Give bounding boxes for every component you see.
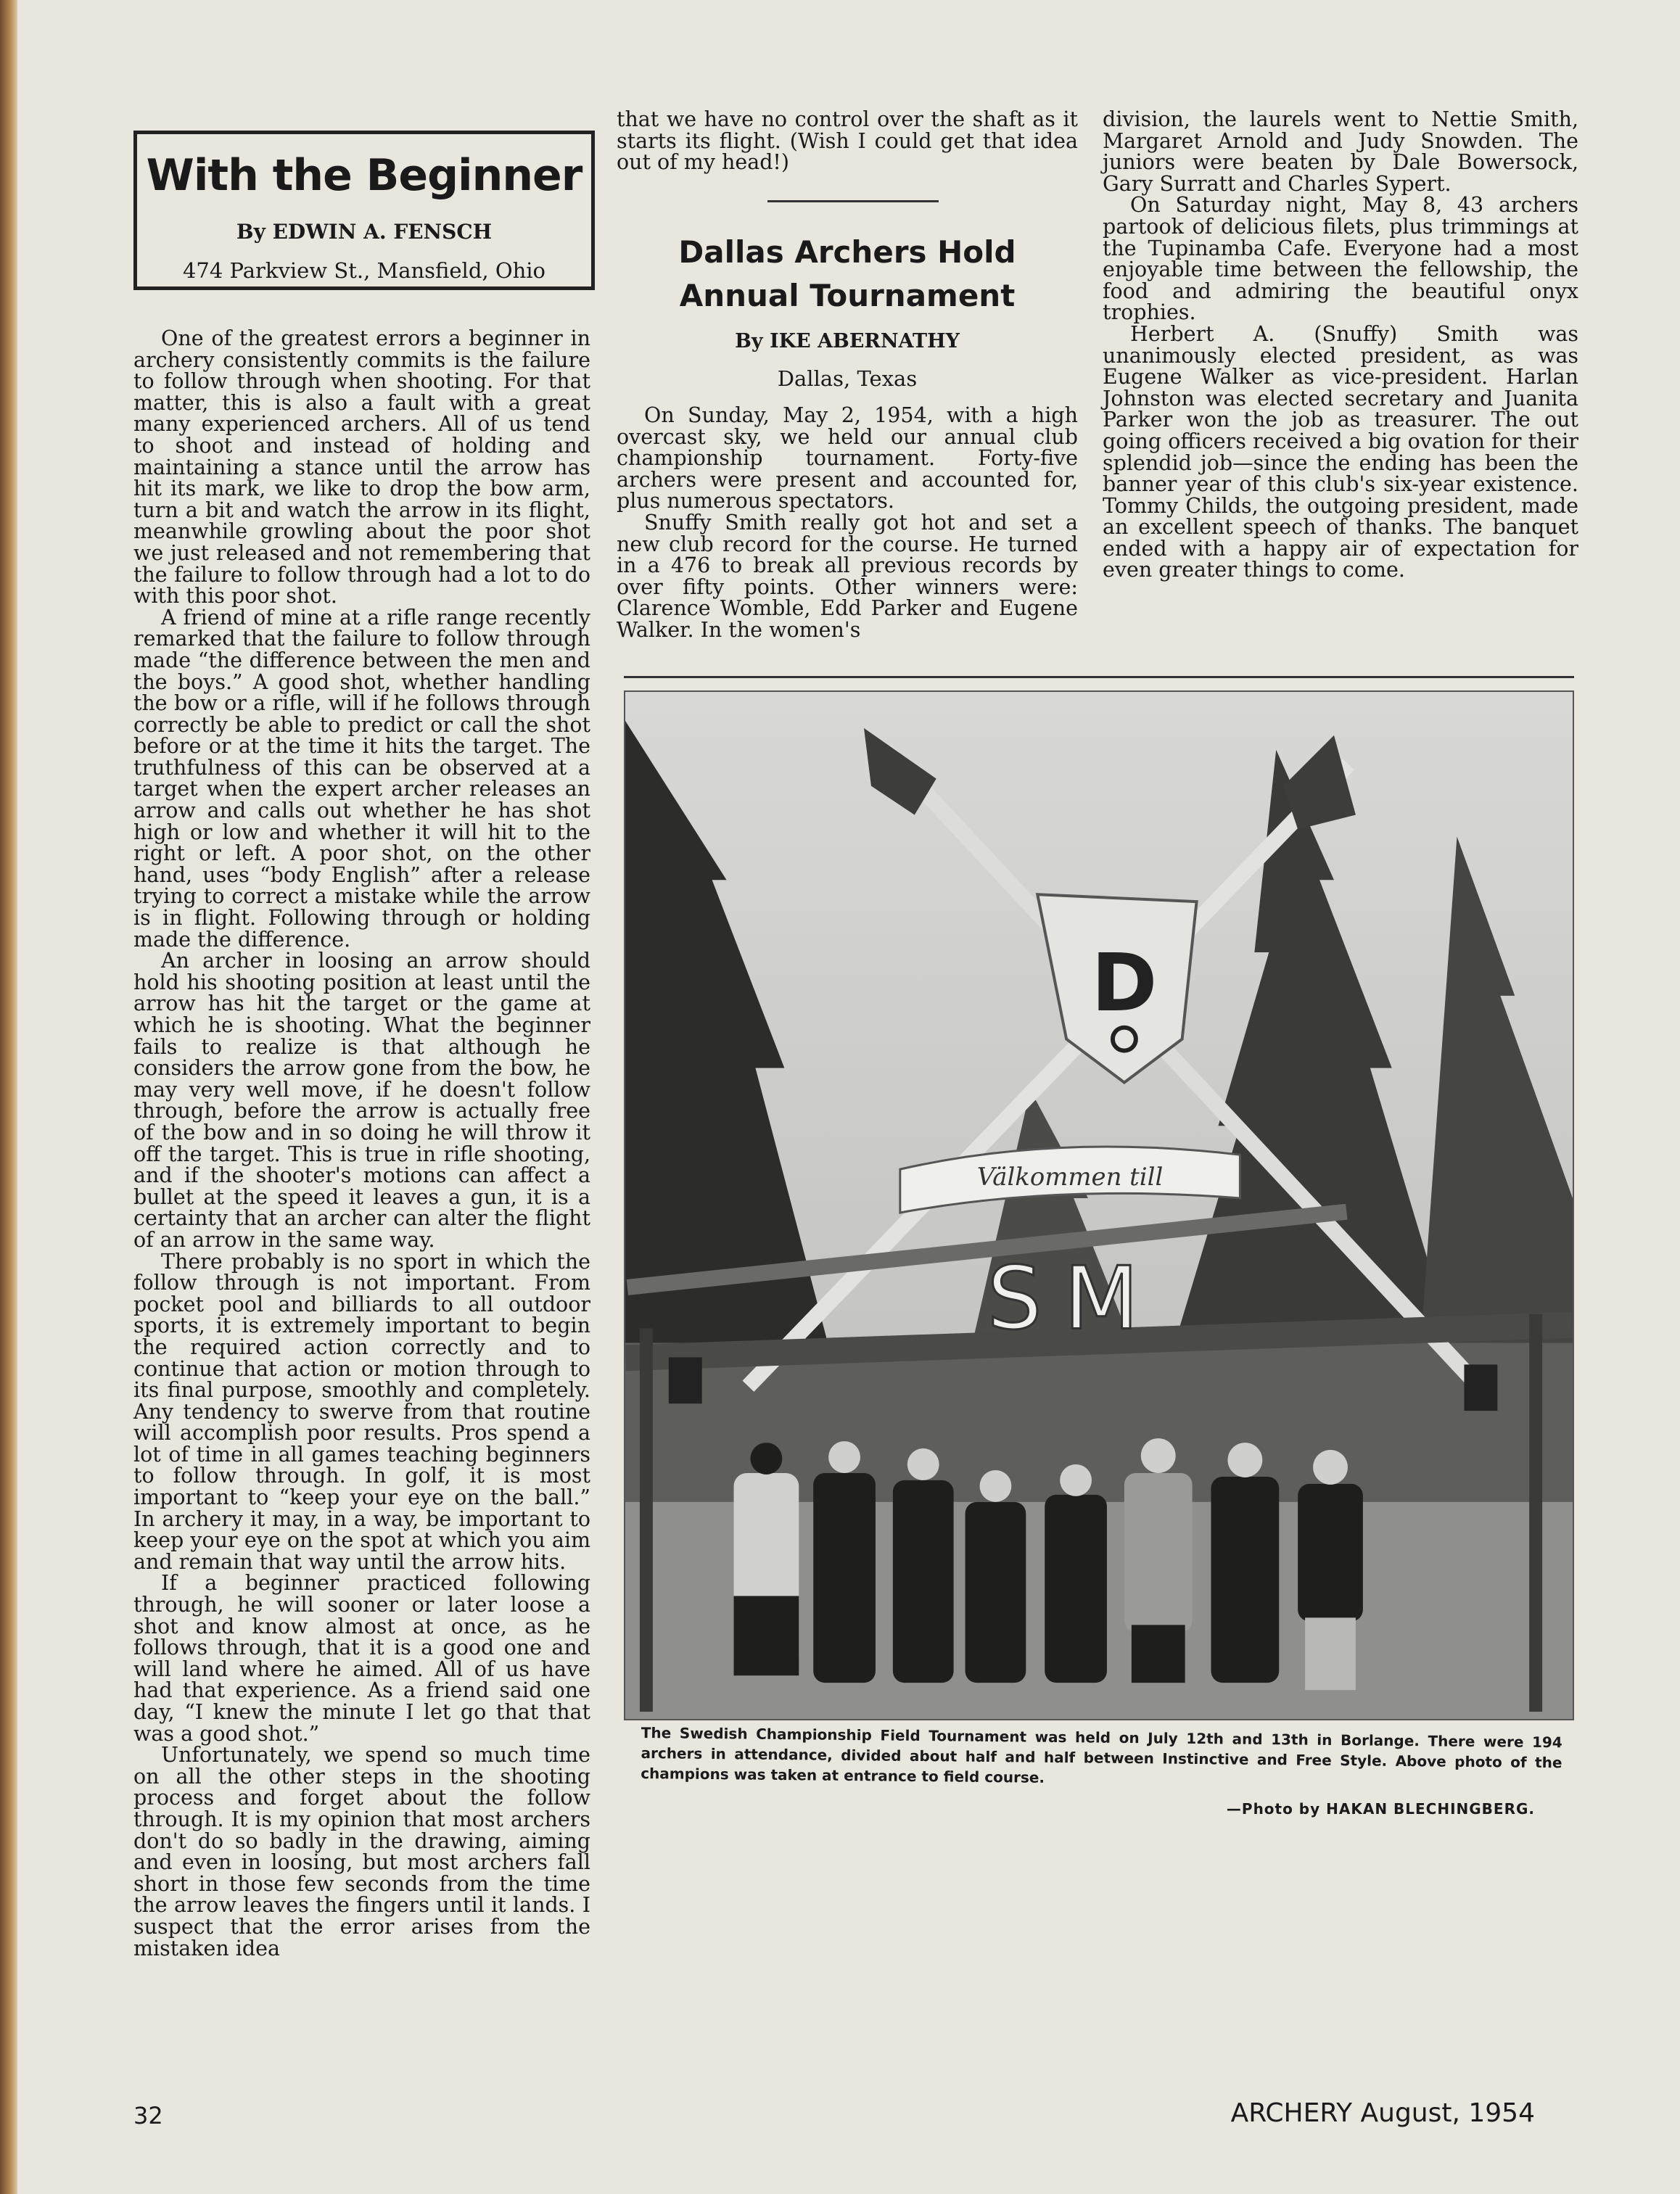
- page-number: 32: [133, 2102, 163, 2129]
- column-header-box: [133, 131, 595, 290]
- column-address: 474 Parkview St., Mansfield, Ohio: [182, 258, 546, 283]
- paragraph: One of the greatest errors a beginner in archery consistently commits is the failure to follow through when shooting. For that matter, this is also a fault with a great many experienced archers. All of us tend to shoot and instead of holding and maintaining a stance until the arrow has hit its mark, we like to drop the bow arm, turn a bit and watch the arrow in its flight, meanwhile growling about the poor shot we just released and not remembering that the failure to follow through had a lot to do with this poor shot.: [133, 326, 590, 609]
- paragraph: There probably is no sport in which the follow through is not important. From pocket pool and billiards to all outdoor sports, it is extremely important to begin the required action correctly and to continue that action or motion through to its final purpose, smoothly and completely. Any tendency to swerve from that routine will accomplish poor results. Pros spend a lot of time in all games teaching beginners to follow through. In golf, it is most important to “keep your eye on the ball.” In archery it may, in a way, be important to keep your eye on the spot at which you aim and remain that way until the arrow hits.: [133, 1249, 590, 1574]
- shield-letter: D: [1091, 936, 1158, 1029]
- paragraph: If a beginner practiced following through, he will sooner or later loose a shot and know almost at once, as he follows through, that it is a good one and will land where he aimed. All of us have had that experience. As a friend said one day, “I knew the minute I let go that that was a good shot.”: [133, 1571, 590, 1746]
- dallas-article-body-continued: [1103, 109, 1578, 581]
- paragraph: division, the laurels went to Nettie Smith, Margaret Arnold and Judy Snowden. The juniors were beaten by Dale Bowersock, Gary Surratt and Charles Sypert.: [1103, 107, 1578, 196]
- paragraph: Unfortunately, we spend so much time on all the other steps in the shooting process and forget about the follow through. It is my opinion that most archers don't do so badly in the drawing, aiming and even in loosing, but most archers fall short in those few seconds from the time the arrow leaves the fingers until it lands. I suspect that the error arises from the mistaken idea: [133, 1743, 590, 1960]
- binding-spine: [0, 0, 17, 2194]
- gate-letters: SM: [987, 1248, 1161, 1350]
- beginner-article-continuation: [617, 109, 1078, 173]
- photo-caption: The Swedish Championship Field Tournament was held on July 12th and 13th in Borlange. There were 194 archers in attendance, divided about half and half between Instinctive and Free Style. Above photo of the champions was taken at entrance to field course.: [641, 1724, 1562, 1786]
- magazine-page: [17, 0, 1680, 2194]
- magazine-footer: ARCHERY August, 1954: [1230, 2098, 1535, 2128]
- dallas-article-byline: By IKE ABERNATHY: [735, 330, 960, 352]
- paragraph: that we have no control over the shaft as it starts its flight. (Wish I could get that idea out of my head!): [617, 107, 1078, 175]
- welcome-banner-text: Välkommen till: [976, 1163, 1164, 1192]
- dallas-article-dateline: Dallas, Texas: [777, 366, 918, 391]
- paragraph: An archer in loosing an arrow should hold his shooting position at least until the arrow has hit the target or the game at which he is shooting. What the beginner fails to realize is that although he considers the arrow gone from the bow, he may very well move, if he doesn't follow through, before the arrow is actually free of the bow and in so doing he will throw it off the target. This is true in rifle shooting, and if the shooter's motions can affect a bullet at the speed it leaves a gun, it is a certainty that an archer can alter the flight of an arrow in the same way.: [133, 949, 590, 1252]
- photo-top-rule: [624, 676, 1574, 678]
- column-title: With the Beginner: [146, 150, 582, 201]
- paragraph: Herbert A. (Snuffy) Smith was unanimously elected president, as was Eugene Walker as vice-president. Harlan Johnston was elected secretary and Juanita Parker won the job as treasurer. The out going officers received a big ovation for their splendid job—since the ending has been the banner year of this club's six-year existence. Tommy Childs, the outgoing president, made an excellent speech of thanks. The banquet ended with a happy air of expectation for even greater things to come.: [1103, 321, 1578, 582]
- paragraph: On Sunday, May 2, 1954, with a high overcast sky, we held our annual club championship tournament. Forty-five archers were present and accounted for, plus numerous spectators.: [617, 403, 1078, 514]
- headline-line-1: Dallas Archers Hold: [678, 234, 1016, 270]
- paragraph: Snuffy Smith really got hot and set a new club record for the course. He turned in a 476 to break all previous records by over fifty points. Other winners were: Clarence Womble, Edd Parker and Eugene Walker. In the women's: [617, 510, 1078, 642]
- headline-line-2: Annual Tournament: [679, 278, 1016, 313]
- dallas-article-body: [617, 405, 1078, 641]
- dallas-article-headline: [617, 231, 1078, 318]
- beginner-article-body: [133, 328, 590, 1959]
- tournament-photo: [624, 690, 1574, 1720]
- paragraph: On Saturday night, May 8, 43 archers partook of delicious filets, plus trimmings at the Tupinamba Cafe. Everyone had a most enjoyable time between the fellowship, the food and admiring the beautiful onyx trophies.: [1103, 193, 1578, 325]
- paragraph: A friend of mine at a rifle range recently remarked that the failure to follow through made “the difference between the men and the boys.” A good shot, whether handling the bow or a rifle, will if he follows through correctly be able to predict or call the shot before or at the time it hits the target. The truthfulness of this can be observed at a target when the expert archer releases an arrow and calls out whether he has shot high or low and whether it will hit to the right or left. A poor shot, on the other hand, uses “body English” after a release trying to correct a mistake while the arrow is in flight. Following through or holding made the difference.: [133, 605, 590, 952]
- column-byline: By EDWIN A. FENSCH: [236, 220, 493, 244]
- photo-credit: —Photo by HAKAN BLECHINGBERG.: [1226, 1800, 1535, 1818]
- section-divider: [767, 200, 939, 202]
